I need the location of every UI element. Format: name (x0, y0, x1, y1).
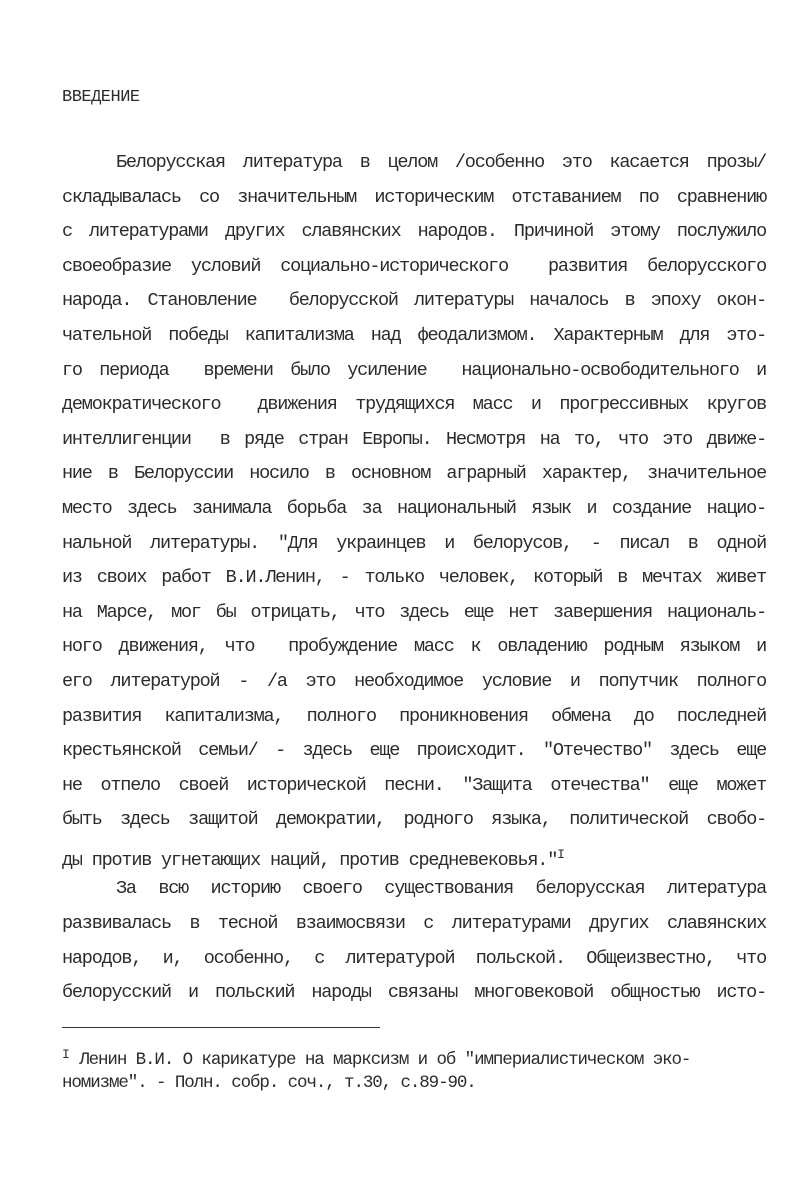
text-line: чательной победы капитализма над феодализмом. Характерным для это- (62, 324, 766, 346)
text-line: интеллигенции в ряде стран Европы. Несмотря на то, что это движе- (62, 428, 766, 450)
text-line: своеобразие условий социально-исторического развития белорусского (62, 255, 766, 277)
text-line: его литературой - /а это необходимое условие и попутчик полного (62, 670, 766, 692)
text-line: народов, и, особенно, с литературой польской. Общеизвестно, что (62, 947, 766, 969)
text-line: крестьянской семьи/ - здесь еще происходит. "Отечество" здесь еще (62, 740, 766, 762)
text-line: народа. Становление белорусской литературы началось в эпоху окон- (62, 290, 766, 312)
text-line: ного движения, что пробуждение масс к овладению родным языком и (62, 636, 766, 658)
text-line: ние в Белоруссии носило в основном аграрный характер, значительное (62, 463, 766, 485)
text-line: складывалась со значительным историческим отставанием по сравнению (62, 186, 766, 208)
text-line-with-footnote (62, 838, 766, 873)
footnote-divider (62, 1027, 380, 1028)
text-line: Белорусская литература в целом /особенно это касается прозы/ (116, 152, 766, 173)
footnote-text: Ленин В.И. О карикатуре на марксизм и об "империалистическом эко- (69, 1050, 691, 1070)
text-line: с литературами других славянских народов. Причиной этому послужило (62, 221, 766, 243)
section-heading: ВВЕДЕНИЕ (62, 88, 140, 107)
text-line: демократического движения трудящихся масс и прогрессивных кругов (62, 394, 766, 416)
text-line: быть здесь защитой демократии, родного языка, политической свобо- (62, 809, 766, 831)
text-line: белорусский и польский народы связаны многовековой общностью исто- (62, 982, 766, 1004)
text-line: За всю историю своего существования белорусская литература (116, 878, 766, 900)
text-line: нальной литературы. "Для украинцев и белорусов, - писал в одной (62, 532, 766, 554)
footnote-line: номизме". - Полн. собр. соч., т.30, с.89-90. (62, 1073, 476, 1093)
footnote-reference: I (557, 846, 565, 862)
text-line: из своих работ В.И.Ленин, - только человек, который в мечтах живет (62, 567, 766, 589)
text-line: место здесь занимала борьба за национальный язык и создание нацио- (62, 497, 766, 519)
footnote-line (62, 1041, 774, 1069)
text-line: не отпело своей исторической песни. "Защита отечества" еще может (62, 774, 766, 796)
text-line: развития капитализма, полного проникновения обмена до последней (62, 705, 766, 727)
text-line: на Марсе, мог бы отрицать, что здесь еще нет завершения националь- (62, 601, 766, 623)
footnote (62, 1041, 774, 1097)
footnote-mark: I (62, 1047, 70, 1062)
text-line: го периода времени было усиление национально-освободительного и (62, 359, 766, 381)
text-line: развивалась в тесной взаимосвязи с литературами других славянских (62, 913, 766, 935)
text-line: ды против угнетающих наций, против средневековья." (62, 849, 558, 871)
body-text (62, 146, 766, 1011)
